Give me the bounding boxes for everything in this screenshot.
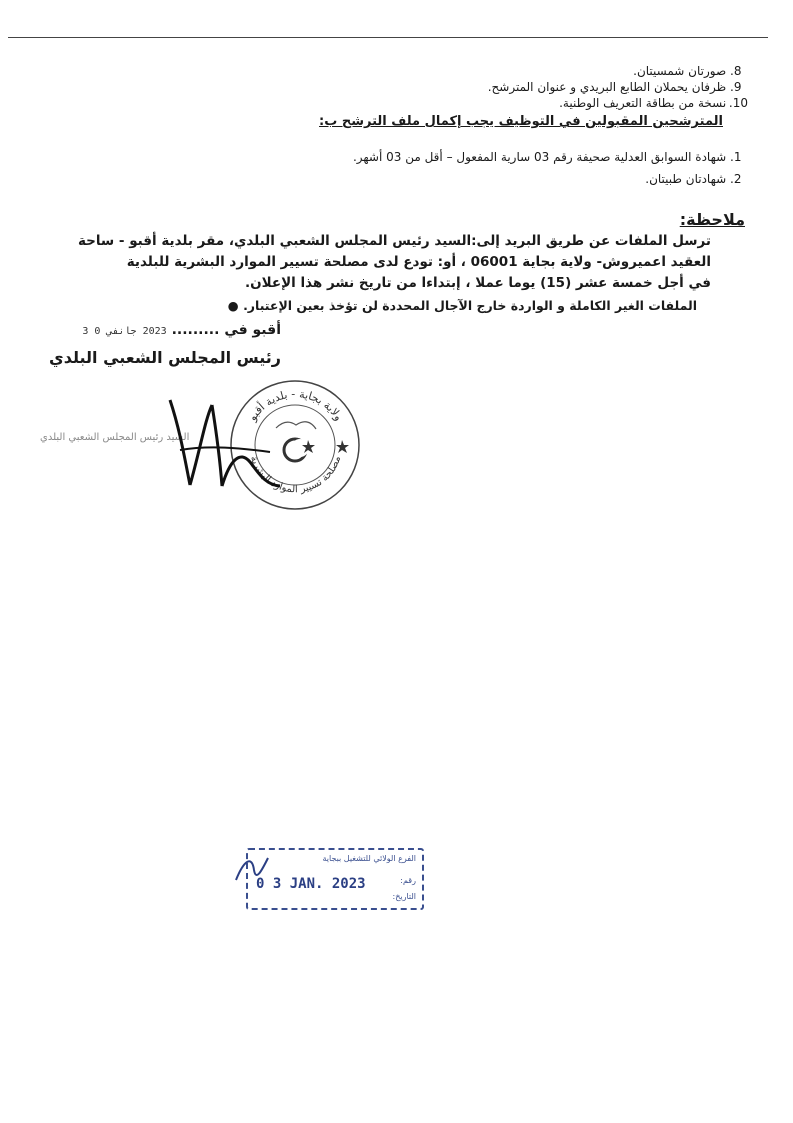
item-number: 9. (730, 80, 742, 94)
list-item (633, 64, 748, 78)
place-date-dots: ......... (171, 322, 220, 338)
place-date-label: أقبو في (224, 322, 281, 338)
item-number: 10. (728, 96, 748, 110)
note-heading: ملاحظة: (679, 210, 745, 229)
top-rule (8, 37, 768, 38)
item-text: شهادة السوابق العدلية صحيفة رقم 03 سارية المفعول – أقل من 03 أشهر. (352, 150, 727, 164)
list-item (353, 150, 748, 164)
accepted-heading: المترشحين المقبولين في التوظيف يجب إكمال ملف الترشح ب: (319, 114, 723, 129)
place-date (82, 322, 281, 338)
note-bullet-text: الملفات الغير الكاملة و الواردة خارج الآجال المحددة لن تؤخذ بعين الإعتبار. (243, 298, 697, 313)
list-item (559, 96, 748, 110)
handwritten-date: 2023 جانفي 0 3 (82, 326, 167, 337)
receipt-stamp (246, 848, 424, 910)
note-line-3: في أجل خمسة عشر (15) يوما عملا ، إبتداءا من تاريخ نشر هذا الإعلان. (245, 275, 711, 291)
receipt-stamp-office: الفرع الولائي للتشغيل ببجاية (322, 854, 416, 863)
signature-icon (150, 390, 290, 500)
item-number: 2. (730, 172, 742, 186)
initials-scribble-icon (232, 850, 272, 890)
seal-inner-text: مصلحة تسيير الموارد البشرية (247, 454, 344, 496)
receipt-stamp-date: 0 3 JAN. 2023 (256, 876, 366, 892)
signer-title: رئيس المجلس الشعبي البلدي (49, 348, 281, 367)
item-number: 8. (730, 64, 742, 78)
faint-signer-line: السيد رئيس المجلس الشعبي البلدي (40, 432, 190, 443)
seal-outer-text: ولاية بجاية - بلدية أقبو (245, 387, 346, 424)
list-item (645, 172, 748, 186)
note-bullet (228, 298, 697, 313)
note-line-2: العقيد اعميروش- ولاية بجاية 06001 ، أو: تودع لدى مصلحة تسيير الموارد البشرية للبلدية (126, 254, 711, 270)
item-number: 1. (730, 150, 742, 164)
list-item (488, 80, 748, 94)
item-text: ظرفان يحملان الطابع البريدي و عنوان المترشح. (487, 80, 727, 94)
receipt-stamp-number-label: رقم: (400, 876, 416, 885)
note-line-1: ترسل الملفات عن طريق البريد إلى:السيد رئيس المجلس الشعبي البلدي، مقر بلدية أقبو - ساحة (77, 233, 711, 249)
receipt-stamp-date-label: التاريخ: (392, 892, 416, 901)
bullet-dot-icon: ● (227, 298, 239, 313)
item-text: نسخة من بطاقة التعريف الوطنية. (559, 96, 727, 110)
item-text: صورتان شمسيتان. (633, 64, 727, 78)
item-text: شهادتان طبيتان. (645, 172, 727, 186)
